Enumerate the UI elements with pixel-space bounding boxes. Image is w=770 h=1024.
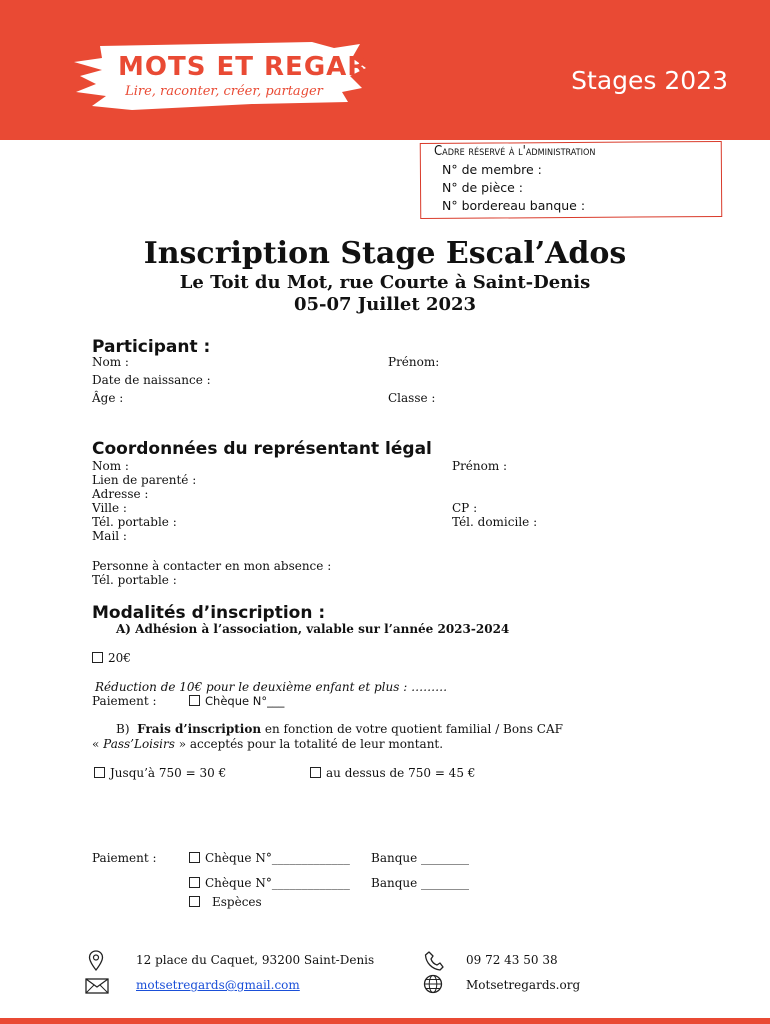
phone-icon — [424, 950, 444, 972]
location-pin-icon — [88, 950, 104, 972]
footer-website[interactable]: Motsetregards.org — [466, 978, 581, 992]
option-cheque-b2[interactable]: Chèque N°_____________ — [189, 876, 350, 890]
checkbox-icon — [92, 652, 103, 663]
legal-contact-tel: Tél. portable : — [92, 573, 177, 587]
logo-title: MOTS ET REGARDS — [118, 52, 411, 82]
legal-adresse: Adresse : — [92, 487, 149, 501]
legal-cp: CP : — [452, 501, 478, 515]
admin-member-number: N° de membre : — [442, 162, 542, 177]
banque-2: Banque ________ — [371, 876, 470, 890]
dates: 05-07 Juillet 2023 — [293, 294, 477, 315]
checkbox-icon — [189, 852, 200, 863]
participant-age: Âge : — [92, 391, 124, 405]
participant-classe: Classe : — [388, 391, 436, 405]
banque-1: Banque ________ — [371, 851, 470, 865]
reduction-note: Réduction de 10€ pour le deuxième enfant et plus : ……… — [95, 680, 448, 694]
option-especes[interactable]: Espèces — [189, 895, 262, 909]
legal-lien: Lien de parenté : — [92, 473, 197, 487]
location: Le Toit du Mot, rue Courte à Saint-Denis — [179, 272, 591, 293]
page-title: Inscription Stage Escal’Ados — [143, 236, 627, 271]
option-cheque-a[interactable]: Chèque N°___ — [189, 694, 284, 708]
footer-phone[interactable]: 09 72 43 50 38 — [466, 953, 558, 967]
legal-ville: Ville : — [92, 501, 127, 515]
legal-tel-portable: Tél. portable : — [92, 515, 177, 529]
modalites-b-line2: « Pass’Loisirs » acceptés pour la totalité de leur montant. — [92, 737, 444, 751]
modalites-heading: Modalités d’inscription : — [92, 603, 326, 623]
legal-mail: Mail : — [92, 529, 127, 543]
stages-label: Stages 2023 — [571, 66, 728, 95]
option-tarif-750[interactable]: Jusqu’à 750 = 30 € — [94, 766, 226, 780]
option-tarif-45[interactable]: au dessus de 750 = 45 € — [310, 766, 475, 780]
checkbox-icon — [189, 695, 200, 706]
participant-heading: Participant : — [92, 337, 211, 357]
globe-icon — [423, 974, 443, 994]
option-cheque-b1[interactable]: Chèque N°_____________ — [189, 851, 350, 865]
footer-email-link[interactable]: motsetregards@gmail.com — [136, 978, 300, 992]
legal-prenom: Prénom : — [452, 459, 508, 473]
participant-prenom: Prénom: — [388, 355, 440, 369]
modalites-b-line1: B) Frais d’inscription en fonction de votre quotient familial / Bons CAF — [116, 722, 563, 736]
legal-heading: Coordonnées du représentant légal — [92, 439, 432, 459]
legal-tel-domicile: Tél. domicile : — [452, 515, 538, 529]
option-adhesion-20[interactable]: 20€ — [92, 651, 131, 665]
paiement-a-label: Paiement : — [92, 694, 157, 708]
bottom-bar — [0, 1018, 770, 1024]
footer-address: 12 place du Caquet, 93200 Saint-Denis — [136, 953, 375, 967]
participant-nom: Nom : — [92, 355, 129, 369]
legal-nom: Nom : — [92, 459, 129, 473]
participant-naissance: Date de naissance : — [92, 373, 211, 387]
legal-contact: Personne à contacter en mon absence : — [92, 559, 332, 573]
mail-icon — [85, 978, 109, 994]
modalites-a-title: A) Adhésion à l’association, valable sur l’année 2023-2024 — [116, 622, 510, 636]
checkbox-icon — [94, 767, 105, 778]
checkbox-icon — [310, 767, 321, 778]
admin-title: Cadre réservé à l'administration — [434, 144, 596, 159]
checkbox-icon — [189, 877, 200, 888]
checkbox-icon — [189, 896, 200, 907]
logo-tagline: Lire, raconter, créer, partager — [125, 84, 323, 99]
paiement-b-label: Paiement : — [92, 851, 157, 865]
admin-bank-number: N° bordereau banque : — [442, 198, 586, 213]
admin-piece-number: N° de pièce : — [442, 180, 524, 195]
